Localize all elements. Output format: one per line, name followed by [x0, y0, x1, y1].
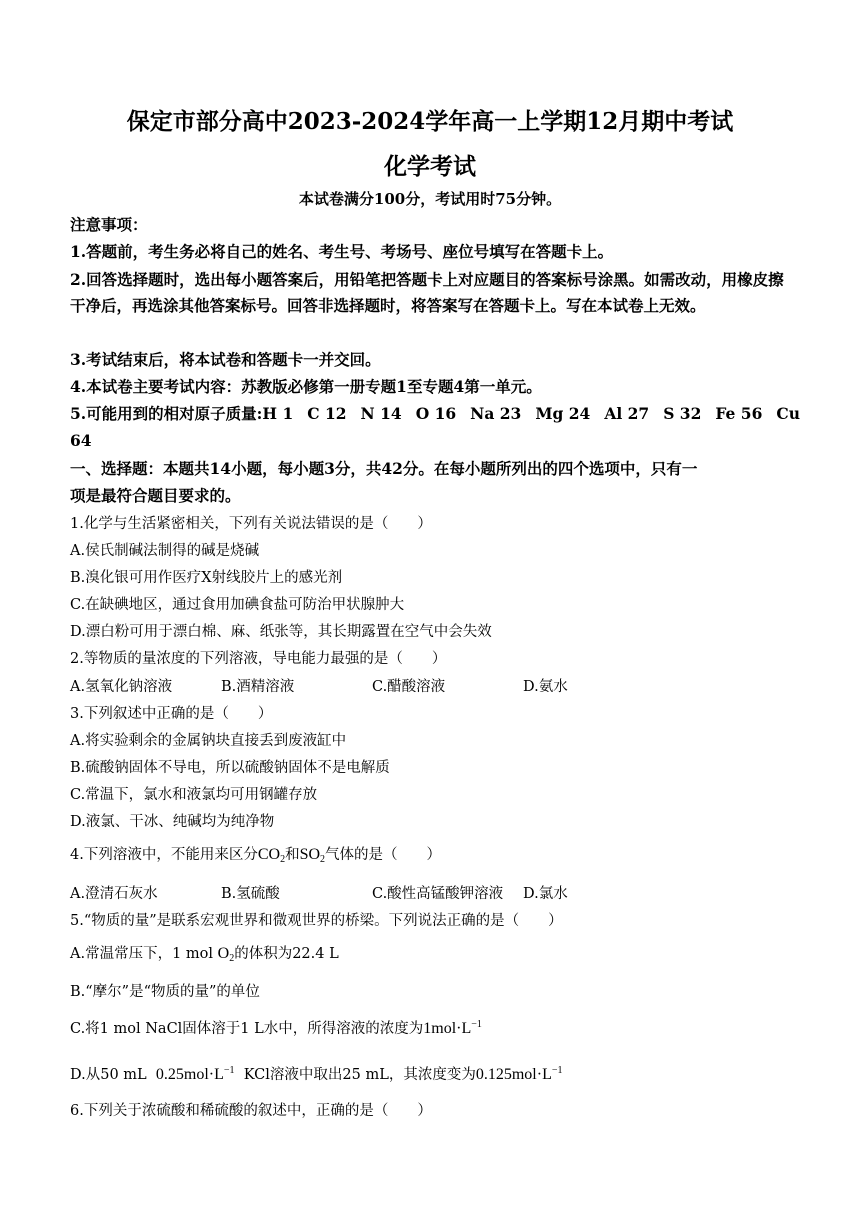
c-unit-sup: −1 — [471, 1019, 482, 1030]
mass-al: Al 27 — [604, 404, 650, 423]
formula-o2 — [218, 945, 235, 962]
q5-a-prefix: A.常温常压下，1 mol — [70, 946, 214, 962]
q1-option-b: B.溴化银可用作医疗X射线胶片上的感光剂 — [70, 570, 343, 586]
q5-option-d — [70, 1063, 563, 1084]
d-conc1-base: 0.25mol·L — [155, 1066, 224, 1083]
q1-stem: 1.化学与生活紧密相关，下列有关说法错误的是（ ） — [70, 516, 432, 532]
q3-option-b: B.硫酸钠固体不导电，所以硫酸钠固体不是电解质 — [70, 760, 390, 776]
q4-stem — [70, 843, 441, 865]
mass-n: N 14 — [360, 404, 402, 423]
q2-stem: 2.等物质的量浓度的下列溶液，导电能力最强的是（ ） — [70, 651, 447, 667]
q3-stem: 3.下列叙述中正确的是（ ） — [70, 706, 273, 722]
q4-option-a: A.澄清石灰水 — [70, 886, 158, 902]
mass-c: C 12 — [307, 404, 347, 423]
exam-meta: 本试卷满分100分，考试用时75分钟。 — [298, 190, 562, 208]
q5-a-suffix: 的体积为22.4 L — [234, 946, 339, 962]
exam-subtitle: 化学考试 — [384, 153, 476, 180]
co2-sub: 2 — [280, 854, 286, 865]
o2-base: O — [217, 945, 230, 962]
notes-heading: 注意事项： — [70, 215, 148, 234]
q2-option-d: D.氨水 — [523, 679, 568, 695]
co2-base: CO — [257, 846, 281, 863]
mass-na: Na 23 — [470, 404, 522, 423]
so2-base: SO — [299, 846, 321, 863]
q5-d-middle: KCl溶液中取出25 mL，其浓度变为 — [243, 1067, 476, 1083]
q2-option-a: A.氢氧化钠溶液 — [70, 679, 173, 695]
formula-so2 — [300, 846, 325, 863]
q3-option-a: A.将实验剩余的金属钠块直接丢到废液缸中 — [70, 733, 347, 749]
q4-option-c: C.酸性高锰酸钾溶液 — [372, 886, 504, 902]
mass-fe: Fe 56 — [715, 404, 763, 423]
section-heading-line2: 项是最符合题目要求的。 — [70, 486, 241, 505]
q5-d-prefix: D.从50 mL — [70, 1067, 147, 1083]
unit-1mol-per-l — [423, 1020, 482, 1037]
conc-0-125 — [476, 1066, 563, 1083]
formula-co2 — [258, 846, 285, 863]
mass-o: O 16 — [415, 404, 457, 423]
note-2: 2.回答选择题时，选出每小题答案后，用铅笔把答题卡上对应题目的答案标号涂黑。如需改动，用橡皮擦干净后，再选涂其他答案标号。回答非选择题时，将答案写在答题卡上。写在本试卷上无效。 — [70, 270, 784, 315]
note-5-tail: 64 — [70, 431, 92, 450]
q3-option-d: D.液氯、干冰、纯碱均为纯净物 — [70, 814, 275, 830]
q5-option-c — [70, 1017, 482, 1038]
d-conc2-sup: −1 — [551, 1065, 563, 1076]
q4-option-b: B.氢硫酸 — [221, 886, 280, 902]
q4-and: 和 — [285, 847, 300, 863]
mass-list — [262, 404, 800, 423]
note-3: 3.考试结束后，将本试卷和答题卡一并交回。 — [70, 350, 381, 369]
note-5 — [70, 401, 800, 427]
o2-sub: 2 — [229, 953, 235, 964]
q5-option-b: B.“摩尔”是“物质的量”的单位 — [70, 984, 260, 1000]
d-conc1-sup: −1 — [223, 1065, 235, 1076]
q4-stem-part1: 4.下列溶液中，不能用来区分 — [70, 847, 258, 863]
conc-0-25 — [156, 1066, 235, 1083]
q5-stem: 5.“物质的量”是联系宏观世界和微观世界的桥梁。下列说法正确的是（ ） — [70, 913, 563, 929]
q5-c-prefix: C.将1 mol NaCl固体溶于1 L水中，所得溶液的浓度为 — [70, 1021, 424, 1037]
note-4: 4.本试卷主要考试内容：苏教版必修第一册专题1至专题4第一单元。 — [70, 377, 542, 396]
mass-s: S 32 — [663, 404, 702, 423]
q1-option-a: A.侯氏制碱法制得的碱是烧碱 — [70, 543, 260, 559]
exam-title: 保定市部分高中2023-2024学年高一上学期12月期中考试 — [126, 108, 734, 135]
section-heading-line1: 一、选择题：本题共14小题，每小题3分，共42分。在每小题所列出的四个选项中，只有一 — [70, 459, 698, 478]
note-5-prefix: 5.可能用到的相对原子质量: — [70, 404, 263, 423]
q5-option-a — [70, 942, 339, 964]
q2-option-c: C.醋酸溶液 — [372, 679, 446, 695]
c-unit-base: 1mol·L — [423, 1020, 472, 1037]
so2-sub: 2 — [320, 854, 326, 865]
note-1: 1.答题前，考生务必将自己的姓名、考生号、考场号、座位号填写在答题卡上。 — [70, 242, 614, 261]
q2-option-b: B.酒精溶液 — [221, 679, 295, 695]
q6-stem: 6.下列关于浓硫酸和稀硫酸的叙述中，正确的是（ ） — [70, 1103, 432, 1119]
q1-option-d: D.漂白粉可用于漂白棉、麻、纸张等，其长期露置在空气中会失效 — [70, 624, 492, 640]
q1-option-c: C.在缺碘地区，通过食用加碘食盐可防治甲状腺肿大 — [70, 597, 405, 613]
q4-option-d: D.氯水 — [523, 886, 568, 902]
d-conc2-base: 0.125mol·L — [475, 1066, 552, 1083]
mass-mg: Mg 24 — [535, 404, 591, 423]
mass-cu: Cu — [776, 404, 800, 423]
q3-option-c: C.常温下，氯水和液氯均可用钢罐存放 — [70, 787, 318, 803]
q4-stem-part2: 气体的是（ ） — [325, 847, 442, 863]
mass-h: H 1 — [262, 404, 294, 423]
